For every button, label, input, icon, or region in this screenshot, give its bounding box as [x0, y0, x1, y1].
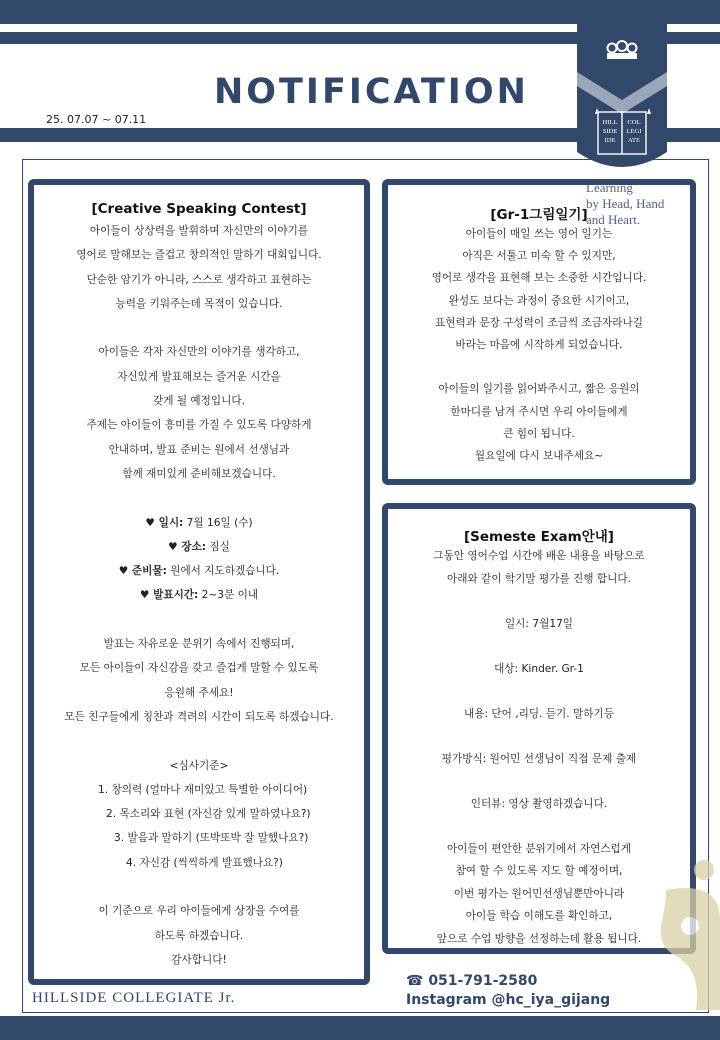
text-line: 참여 할 수 있도록 지도 할 예정이며, [455, 865, 623, 877]
text-line: 표현력과 문장 구성력이 조금씩 조금자라나길 [435, 316, 643, 329]
svg-text:SIDE: SIDE [602, 128, 618, 135]
criteria-list [34, 778, 364, 875]
panel-title: [Creative Speaking Contest] [91, 201, 307, 217]
text-line: 아이들 학습 이해도를 확인하고, [465, 910, 613, 922]
watermark-emblem [656, 860, 720, 1010]
criteria-item: 1. 창의력 (얼마나 재미있고 특별한 아이디어) [98, 783, 308, 796]
text-line: 아이들이 매일 쓰는 영어 일기는 [465, 228, 613, 240]
text-line: 응원해 주세요! [164, 686, 234, 699]
criteria-title: <심사기준> [169, 759, 229, 772]
panel-title: [Semeste Exam안내] [464, 529, 614, 545]
text-line: 감사합니다! [171, 953, 227, 966]
detail-place: ♥ 장소: 짐실 [168, 540, 230, 553]
text-line: 그동안 영어수업 시간에 배운 내용을 바탕으로 [433, 550, 645, 562]
panel-title: [Gr-1그림일기] [490, 207, 588, 223]
detail-date: ♥ 일시: 7월 16일 (수) [145, 516, 253, 529]
text-line: 아직은 서툴고 미숙 할 수 있지만, [462, 250, 616, 263]
semester-exam-panel [382, 503, 696, 954]
exam-target: 대상: Kinder. Gr-1 [494, 662, 584, 675]
svg-text:ATE: ATE [627, 137, 641, 144]
criteria-item: 3. 발음과 말하기 (또박또박 잘 말했나요?) [114, 832, 309, 845]
speaking-contest-panel [28, 179, 370, 985]
text-line: 앞으로 수업 방향을 선정하는데 활용 됩니다. [436, 932, 642, 945]
text-line: 하도록 하겠습니다. [154, 929, 244, 942]
text-line: 단순한 암기가 아니라, 스스로 생각하고 표현하는 [86, 273, 312, 286]
text-line: 안내하며, 발표 준비는 원에서 선생님과 [108, 443, 290, 456]
svg-text:COL: COL [627, 119, 641, 126]
exam-method: 평가방식: 원어민 선생님이 직접 문제 출제 [441, 752, 637, 765]
text-line: 자신있게 발표해보는 즐거운 시간을 [117, 370, 281, 383]
text-line: 월요일에 다시 보내주세요~ [474, 450, 604, 463]
text-line: 아이들이 상상력을 발휘하며 자신만의 이야기를 [89, 225, 309, 237]
exam-date: 일시: 7월17일 [504, 617, 574, 630]
text-line: 모든 아이들이 자신감을 갖고 즐겁게 말할 수 있도록 [79, 662, 319, 675]
detail-duration: ♥ 발표시간: 2~3분 이내 [139, 589, 259, 602]
contact-info [406, 972, 610, 1010]
text-line: 이번 평가는 원어민선생님뿐만아니라 [453, 887, 625, 900]
text-line: 아이들이 편안한 분위기에서 자연스럽게 [446, 842, 632, 855]
criteria-item: 2. 목소리와 표현 (자신감 있게 말하였나요?) [106, 808, 311, 821]
footer-band [0, 1016, 720, 1040]
text-line: 갖게 될 예정입니다. [153, 395, 245, 408]
criteria-item: 4. 자신감 (씩씩하게 발표했나요?) [126, 856, 283, 869]
svg-text:LEGI: LEGI [626, 128, 642, 135]
text-line: 큰 힘이 됩니다. [503, 427, 575, 440]
phone-number: ☎ 051-791-2580 [406, 973, 538, 989]
date-range: 25. 07.07 ~ 07.11 [46, 113, 147, 126]
text-line: 주제는 아이들이 흥미를 가질 수 있도록 다양하게 [86, 419, 312, 432]
text-line: 발표는 자유로운 분위기 속에서 진행되며, [103, 638, 295, 651]
text-line: 아래와 같이 학기말 평가를 진행 합니다. [447, 572, 631, 585]
page-title: NOTIFICATION [214, 72, 529, 112]
text-line: 영어로 생각을 표현해 보는 소중한 시간입니다. [431, 272, 647, 285]
svg-text:IDE: IDE [604, 137, 616, 144]
text-line: 함께 재미있게 준비해보겠습니다. [122, 467, 276, 480]
text-line: 바라는 마음에 시작하게 되었습니다. [455, 339, 623, 352]
text-line: 능력을 키워주는데 목적이 있습니다. [115, 297, 283, 310]
exam-content: 내용: 단어 ,리딩. 듣기. 말하기등 [464, 707, 614, 720]
exam-interview: 인터뷰: 영상 촬영하겠습니다. [470, 797, 608, 810]
text-line: 아이들은 각자 자신만의 이야기를 생각하고, [98, 346, 300, 359]
detail-supplies: ♥ 준비물: 원에서 지도하겠습니다. [118, 565, 280, 578]
school-crest-logo [577, 12, 667, 172]
text-line: 영어로 말해보는 즐겁고 창의적인 말하기 대회입니다. [76, 249, 322, 262]
text-line: 한마디를 남겨 주시면 우리 아이들에게 [450, 405, 628, 418]
instagram-handle: Instagram @hc_iya_gijang [406, 992, 611, 1008]
school-name: HILLSIDE COLLEGIATE Jr. [32, 990, 236, 1006]
text-line: 모든 친구들에게 칭찬과 격려의 시간이 되도록 하겠습니다. [64, 710, 334, 723]
text-line: 이 기준으로 우리 아이들에게 상장을 수여를 [98, 905, 300, 918]
text-line: 완성도 보다는 과정이 중요한 시기이고, [448, 294, 630, 307]
school-motto: Learning by Head, Hand and Heart. [586, 180, 665, 227]
text-line: 아이들의 일기를 읽어봐주시고, 짧은 응원의 [438, 383, 640, 396]
svg-text:HILL: HILL [602, 119, 618, 126]
